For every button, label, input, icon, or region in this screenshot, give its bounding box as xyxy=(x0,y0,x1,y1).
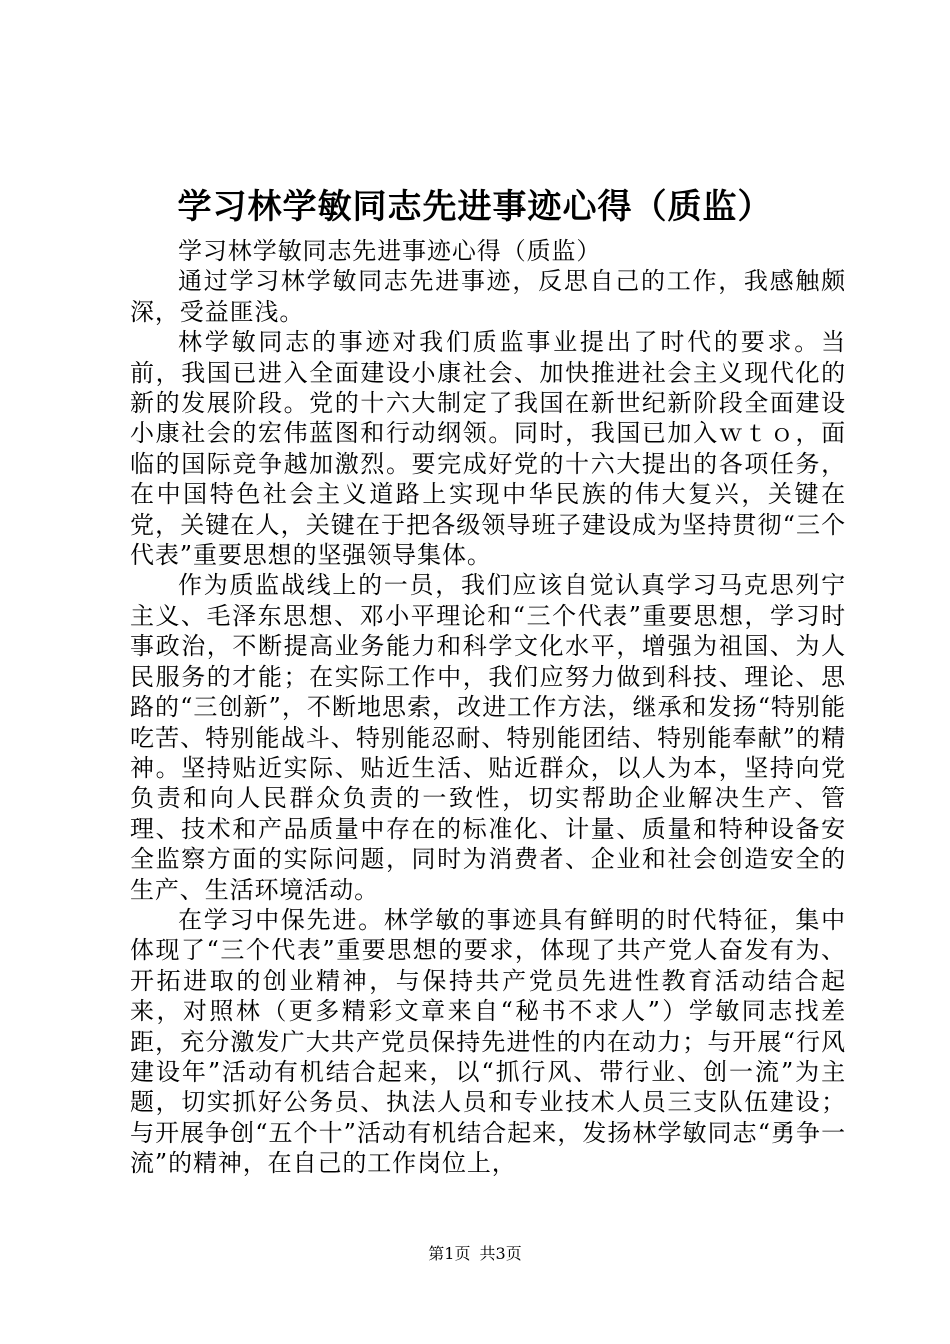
paragraph: 学习林学敏同志先进事迹心得（质监） xyxy=(178,237,602,265)
page-number: 第1页 xyxy=(428,1244,471,1263)
document-body xyxy=(130,236,846,1179)
paragraph: 作为质监战线上的一员，我们应该自觉认真学习马克思列宁主义、毛泽东思想、邓小平理论和“三个代表”重要思想，学习时事政治，不断提高业务能力和科学文化水平，增强为祖国、为人民服务的才能；在实际工作中，我们应努力做到科技、理论、思路的“三创新”，不断地思索，改进工作方法，继承和发扬“特别能吃苦、特别能战斗、特别能忍耐、特别能团结、特别能奉献”的精神。坚持贴近实际、贴近生活、贴近群众，以人为本，坚持向党负责和向人民群众负责的一致性，切实帮助企业解决生产、管理、技术和产品质量中存在的标准化、计量、质量和特种设备安全监察方面的实际问题，同时为消费者、企业和社会创造安全的生产、生活环境活动。 xyxy=(130,571,846,904)
paragraph: 在学习中保先进。林学敏的事迹具有鲜明的时代特征，集中体现了“三个代表”重要思想的要求，体现了共产党人奋发有为、开拓进取的创业精神，与保持共产党员先进性教育活动结合起来，对照林（更多精彩文章来自“秘书不求人”）学敏同志找差距，充分激发广大共产党员保持先进性的内在动力；与开展“行风建设年”活动有机结合起来，以“抓行风、带行业、创一流”为主题，切实抓好公务员、执法人员和专业技术人员三支队伍建设；与开展争创“五个十”活动有机结合起来，发扬林学敏同志“勇争一流”的精神，在自己的工作岗位上， xyxy=(130,905,846,1178)
paragraph: 通过学习林学敏同志先进事迹，反思自己的工作，我感触颇深，受益匪浅。 xyxy=(130,267,846,326)
page-total: 共3页 xyxy=(479,1244,522,1263)
page-footer xyxy=(0,1243,950,1265)
document-title: 学习林学敏同志先进事迹心得（质监） xyxy=(177,187,773,227)
paragraph: 林学敏同志的事迹对我们质监事业提出了时代的要求。当前，我国已进入全面建设小康社会、加快推进社会主义现代化的新的发展阶段。党的十六大制定了我国在新世纪新阶段全面建设小康社会的宏伟蓝图和行动纲领。同时，我国已加入ｗｔｏ，面临的国际竞争越加激烈。要完成好党的十六大提出的各项任务，在中国特色社会主义道路上实现中华民族的伟大复兴，关键在党，关键在人，关键在于把各级领导班子建设成为坚持贯彻“三个代表”重要思想的坚强领导集体。 xyxy=(130,328,846,570)
